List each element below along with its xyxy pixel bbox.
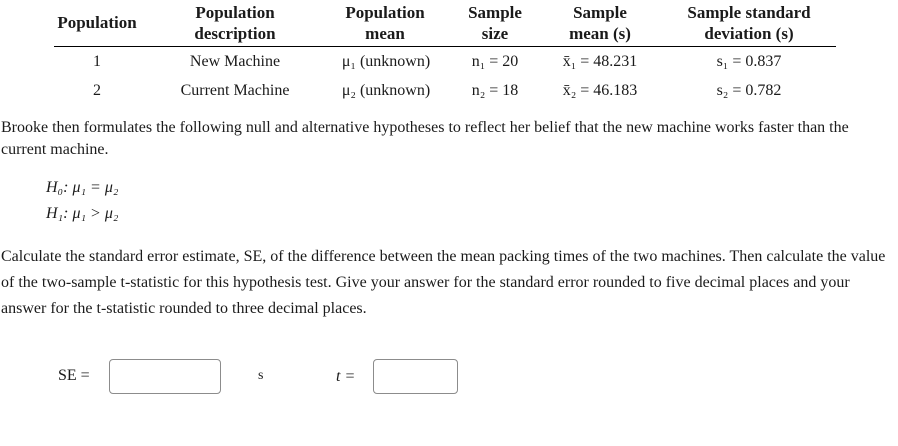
header-sample-mean <box>546 2 654 44</box>
null-hypothesis: H₀: μ₁ = μ₂ <box>46 179 119 196</box>
header-size-line1: Sample <box>468 3 522 22</box>
header-description-line1: Population <box>195 3 275 22</box>
cell-sample-mean: x̄₂ = 46.183 <box>562 82 638 99</box>
header-mean <box>326 2 444 44</box>
header-size <box>456 2 534 44</box>
cell-size: n₁ = 20 <box>471 53 519 70</box>
cell-description: New Machine <box>189 53 281 70</box>
hypothesis-intro-text: Brooke then formulates the following null and alternative hypotheses to reflect her belief that the new machine works faster than the current machine. <box>1 119 849 158</box>
header-sample-mean-line2: mean (s) <box>569 24 631 43</box>
cell-population: 1 <box>93 53 101 70</box>
cell-sd: s₂ = 0.782 <box>716 82 782 99</box>
cell-size: n₂ = 18 <box>471 82 519 99</box>
cell-population: 2 <box>93 82 101 99</box>
se-label: SE = <box>58 367 90 384</box>
header-size-line2: size <box>481 24 509 43</box>
cell-mean: μ₁ (unknown) <box>341 53 431 70</box>
header-sample-mean-line1: Sample <box>573 3 627 22</box>
header-population: Population <box>57 13 137 32</box>
header-description <box>170 2 300 44</box>
cell-description: Current Machine <box>180 82 290 99</box>
header-mean-line1: Population <box>345 3 425 22</box>
header-sd-line2: deviation (s) <box>704 24 794 43</box>
question-text: Calculate the standard error estimate, SE, of the difference between the mean packing times of the two machines. Then calculate the value of the two-sample t-statistic for this hypothesis test. Give your answer for the standard error rounded to five decimal places and your answer for the t-statistic rounded to three decimal places. <box>1 248 886 317</box>
header-sd-line1: Sample standard <box>687 3 811 22</box>
alternative-hypothesis: H₁: μ₁ > μ₂ <box>46 205 119 222</box>
header-mean-line2: mean <box>365 24 405 43</box>
cell-sample-mean: x̄₁ = 48.231 <box>562 53 638 70</box>
cell-sd: s₁ = 0.837 <box>716 53 782 70</box>
se-unit: s <box>258 368 264 383</box>
t-label: t = <box>336 368 356 385</box>
cell-mean: μ₂ (unknown) <box>341 82 431 99</box>
t-input[interactable] <box>373 359 458 394</box>
header-description-line2: description <box>194 24 276 43</box>
header-sd <box>670 2 828 44</box>
table-header-rule <box>54 46 836 47</box>
se-input[interactable] <box>109 359 221 394</box>
